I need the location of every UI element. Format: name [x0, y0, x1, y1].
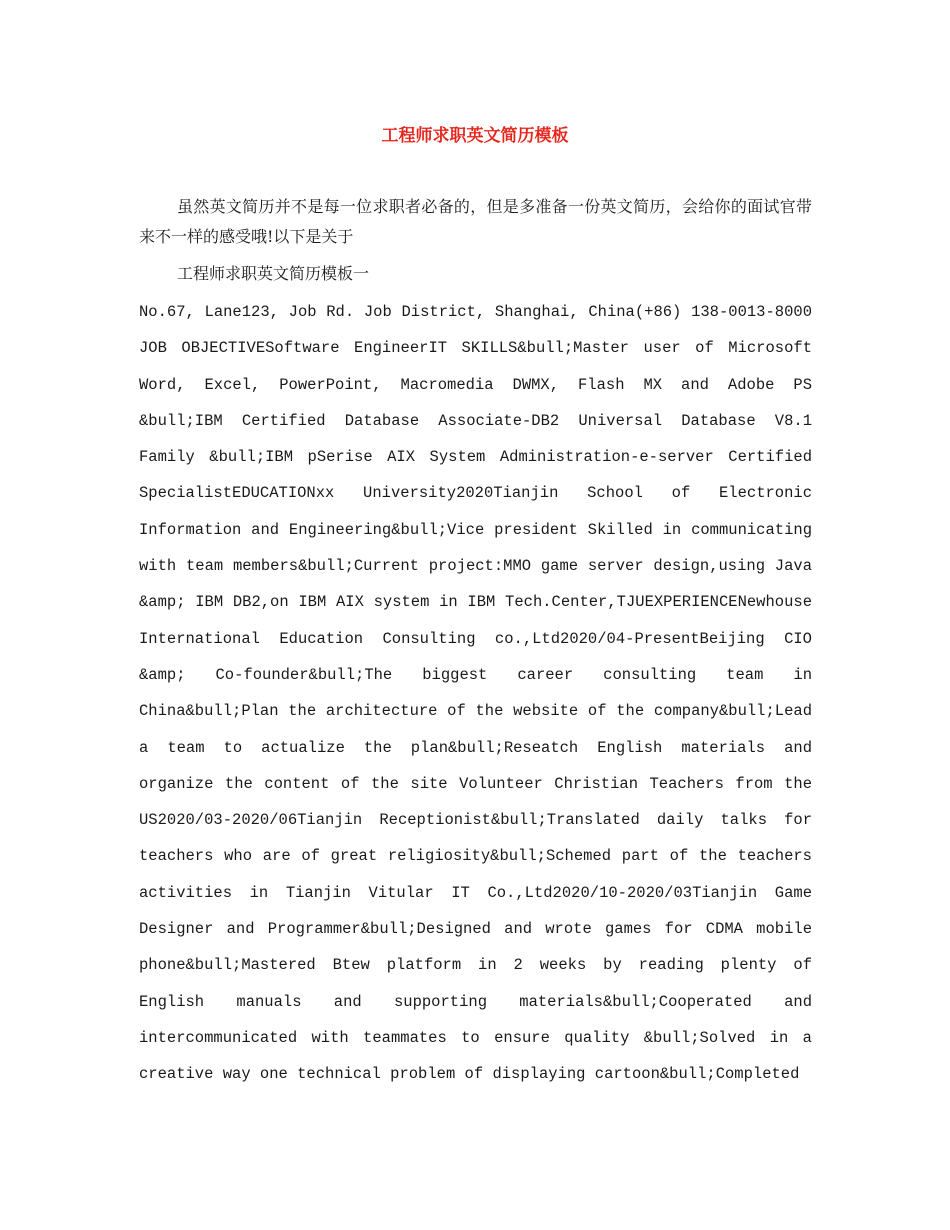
intro-paragraph: 虽然英文简历并不是每一位求职者必备的，但是多准备一份英文简历，会给你的面试官带来不一样的感受哦!以下是关于: [139, 197, 812, 246]
section-subheading: 工程师求职英文简历模板一: [177, 264, 370, 283]
page-title: 工程师求职英文简历模板: [381, 126, 569, 146]
resume-body-text: No.67, Lane123, Job Rd. Job District, Shanghai, China(+86) 138-0013-8000 JOB OBJECTIVESoftware EngineerIT SKILLS&bull;Master user of Microsoft Word, Excel, PowerPoint, Macromedia DWMX, Flash MX and Adobe PS &bull;IBM Certified Database Associate-DB2 Universal Database V8.1 Family &bull;IBM pSerise AIX System Administration-e-server Certified SpecialistEDUCATIONxx University2020Tianjin School of Electronic Information and Engineering&bull;Vice president Skilled in communicating with team members&bull;Current project:MMO game server design,using Java &amp; IBM DB2,on IBM AIX system in IBM Tech.Center,TJUEXPERIENCENewhouse International Education Consulting co.,Ltd2020/04-PresentBeijing CIO &amp; Co-founder&bull;The biggest career consulting team in China&bull;Plan the architecture of the website of the company&bull;Lead a team to actualize the plan&bull;Reseatch English materials and organize the content of the site Volunteer Christian Teachers from the US2020/03-2020/06Tianjin Receptionist&bull;Translated daily talks for teachers who are of great religiosity&bull;Schemed part of the teachers activities in Tianjin Vitular IT Co.,Ltd2020/10-2020/03Tianjin Game Designer and Programmer&bull;Designed and wrote games for CDMA mobile phone&bull;Mastered Btew platform in 2 weeks by reading plenty of English manuals and supporting materials&bull;Cooperated and intercommunicated with teammates to ensure quality &bull;Solved in a creative way one technical problem of displaying cartoon&bull;Completed: [139, 303, 812, 1084]
